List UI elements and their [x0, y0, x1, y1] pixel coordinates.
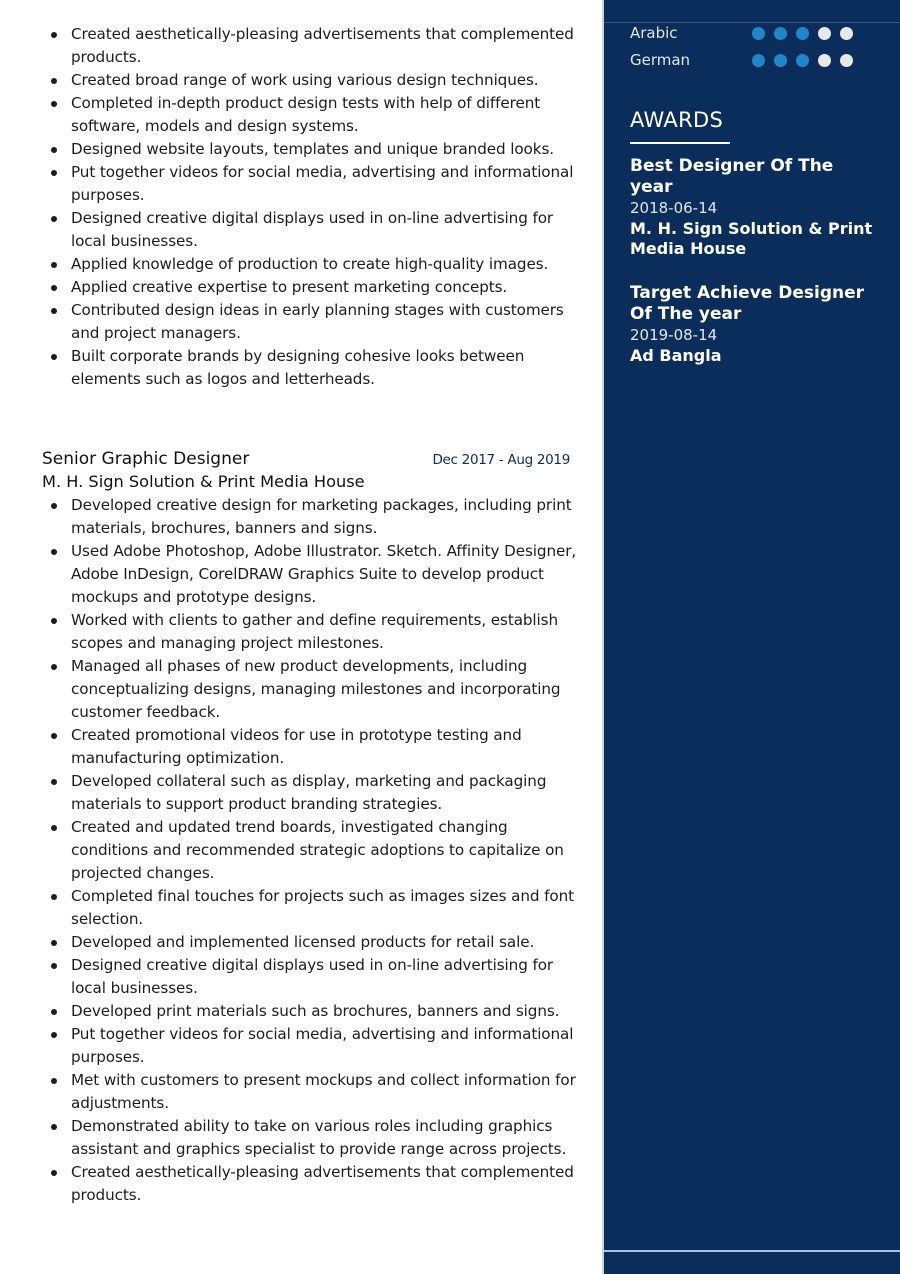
bullet-item: Contributed design ideas in early planning stages with customers and project managers. — [42, 299, 582, 345]
bullet-item: Created broad range of work using various design techniques. — [42, 69, 582, 92]
bullet-item: Demonstrated ability to take on various roles including graphics assistant and graphics specialist to provide range across projects. — [42, 1115, 582, 1161]
level-dot-filled — [774, 27, 787, 40]
heading-underline — [630, 142, 730, 144]
bullet-item: Created aesthetically-pleasing advertisements that complemented products. — [42, 23, 582, 69]
bullet-item: Developed print materials such as brochures, banners and signs. — [42, 1000, 582, 1023]
bullet-item: Built corporate brands by designing cohesive looks between elements such as logos and letterheads. — [42, 345, 582, 391]
bullet-item: Applied creative expertise to present marketing concepts. — [42, 276, 582, 299]
bullet-item: Used Adobe Photoshop, Adobe Illustrator. Sketch. Affinity Designer, Adobe InDesign, CorelDRAW Graphics Suite to develop product mockups and prototype designs. — [42, 540, 582, 609]
bullet-item: Managed all phases of new product developments, including conceptualizing designs, managing milestones and incorporating customer feedback. — [42, 655, 582, 724]
level-dot-filled — [774, 54, 787, 67]
job-title: Senior Graphic Designer — [42, 449, 250, 469]
divider — [604, 1250, 900, 1252]
job-header — [42, 448, 570, 471]
bullet-item: Created and updated trend boards, investigated changing conditions and recommended strategic adoptions to capitalize on projected changes. — [42, 816, 582, 885]
bullet-item: Put together videos for social media, advertising and informational purposes. — [42, 1023, 582, 1069]
level-dot-empty — [840, 27, 853, 40]
award-org: M. H. Sign Solution & Print Media House — [630, 219, 873, 258]
level-dot-filled — [796, 27, 809, 40]
award-item — [630, 156, 880, 259]
job-dates: Dec 2017 - Aug 2019 — [432, 452, 570, 468]
language-level — [752, 54, 853, 67]
bullet-item: Met with customers to present mockups and collect information for adjustments. — [42, 1069, 582, 1115]
level-dot-empty — [818, 54, 831, 67]
job-company: M. H. Sign Solution & Print Media House — [42, 472, 365, 491]
awards-heading: AWARDS — [630, 108, 724, 132]
bullet-item: Completed final touches for projects such as images sizes and font selection. — [42, 885, 582, 931]
bullet-item: Developed creative design for marketing packages, including print materials, brochures, banners and signs. — [42, 494, 582, 540]
language-level — [752, 27, 853, 40]
bullet-item: Completed in-depth product design tests with help of different software, models and design systems. — [42, 92, 582, 138]
bullet-item: Developed and implemented licensed products for retail sale. — [42, 931, 582, 954]
award-name: Target Achieve Designer Of The year — [630, 283, 864, 324]
award-org: Ad Bangla — [630, 346, 722, 365]
bullet-item: Worked with clients to gather and define requirements, establish scopes and managing project milestones. — [42, 609, 582, 655]
language-row-arabic — [630, 24, 870, 42]
award-date: 2019-08-14 — [630, 326, 718, 344]
award-item — [630, 283, 880, 366]
language-name: Arabic — [630, 24, 678, 42]
level-dot-empty — [840, 54, 853, 67]
language-name: German — [630, 51, 691, 69]
award-date: 2018-06-14 — [630, 199, 718, 217]
language-row-german — [630, 51, 870, 69]
level-dot-empty — [818, 27, 831, 40]
bullet-item: Applied knowledge of production to create high-quality images. — [42, 253, 582, 276]
prior-job-bullets — [42, 23, 582, 391]
job-bullets — [42, 494, 582, 1207]
divider — [604, 22, 900, 23]
bullet-item: Designed website layouts, templates and unique branded looks. — [42, 138, 582, 161]
level-dot-filled — [796, 54, 809, 67]
bullet-item: Designed creative digital displays used in on-line advertising for local businesses. — [42, 954, 582, 1000]
sidebar — [602, 0, 900, 1274]
bullet-item: Put together videos for social media, advertising and informational purposes. — [42, 161, 582, 207]
bullet-item: Developed collateral such as display, marketing and packaging materials to support product branding strategies. — [42, 770, 582, 816]
job-entry — [42, 448, 577, 1207]
bullet-item: Created promotional videos for use in prototype testing and manufacturing optimization. — [42, 724, 582, 770]
level-dot-filled — [752, 54, 765, 67]
bullet-item: Created aesthetically-pleasing advertisements that complemented products. — [42, 1161, 582, 1207]
award-name: Best Designer Of The year — [630, 156, 834, 197]
level-dot-filled — [752, 27, 765, 40]
bullet-item: Designed creative digital displays used in on-line advertising for local businesses. — [42, 207, 582, 253]
